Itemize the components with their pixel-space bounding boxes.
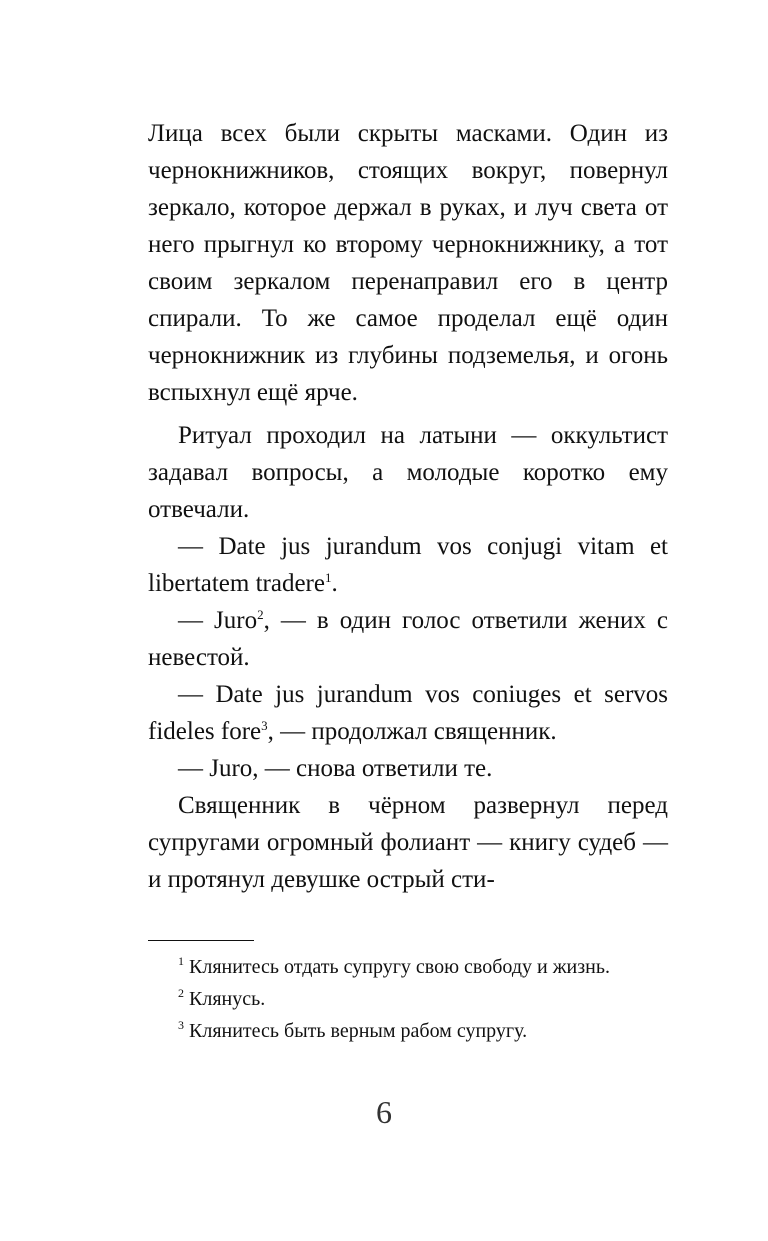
main-text	[148, 115, 668, 898]
footnote-1: $^1$ Клянитесь отдать супругу свою свободу и жизнь.	[178, 954, 610, 978]
footnote-2: $^2$ Клянусь.	[178, 986, 266, 1010]
footnote-divider	[148, 940, 254, 941]
paragraph-5: — Date jus jurandum vos coniuges et servos fideles fore$^3$, — продолжал священник.	[148, 681, 668, 745]
paragraph-3: — Date jus jurandum vos conjugi vitam et libertatem tradere$^1$.	[148, 533, 668, 597]
footnotes	[148, 952, 668, 1046]
paragraph-4: — Juro$^2$, — в один голос ответили жених с невестой.	[148, 607, 668, 671]
footnote-ref-1[interactable]: 1	[324, 570, 332, 585]
footnote-ref-3[interactable]: 3	[261, 718, 268, 733]
page-number: 6	[376, 1094, 392, 1130]
paragraph-6: — Juro, — снова ответили те.	[178, 755, 493, 782]
paragraph-7: Священник в чёрном развернул перед супругами огромный фолиант — книгу судеб — и протянул девушке острый сти-	[148, 792, 668, 893]
footnote-3: $^3$ Клянитесь быть верным рабом супругу.	[178, 1018, 528, 1042]
footnote-ref-2[interactable]: 2	[257, 607, 264, 622]
paragraph-1: Лица всех были скрыты масками. Один из чернокнижников, стоящих вокруг, повернул зеркало, которое держал в руках, и луч света от него прыгнул ко второму чернокнижнику, а тот своим зеркалом перенаправил его в центр спирали. То же самое проделал ещё один чернокнижник из глубины подземелья, и огонь вспыхнул ещё ярче.	[148, 120, 668, 406]
paragraph-2: Ритуал проходил на латыни — оккультист задавал вопросы, а молодые коротко ему отвечали.	[148, 422, 668, 523]
